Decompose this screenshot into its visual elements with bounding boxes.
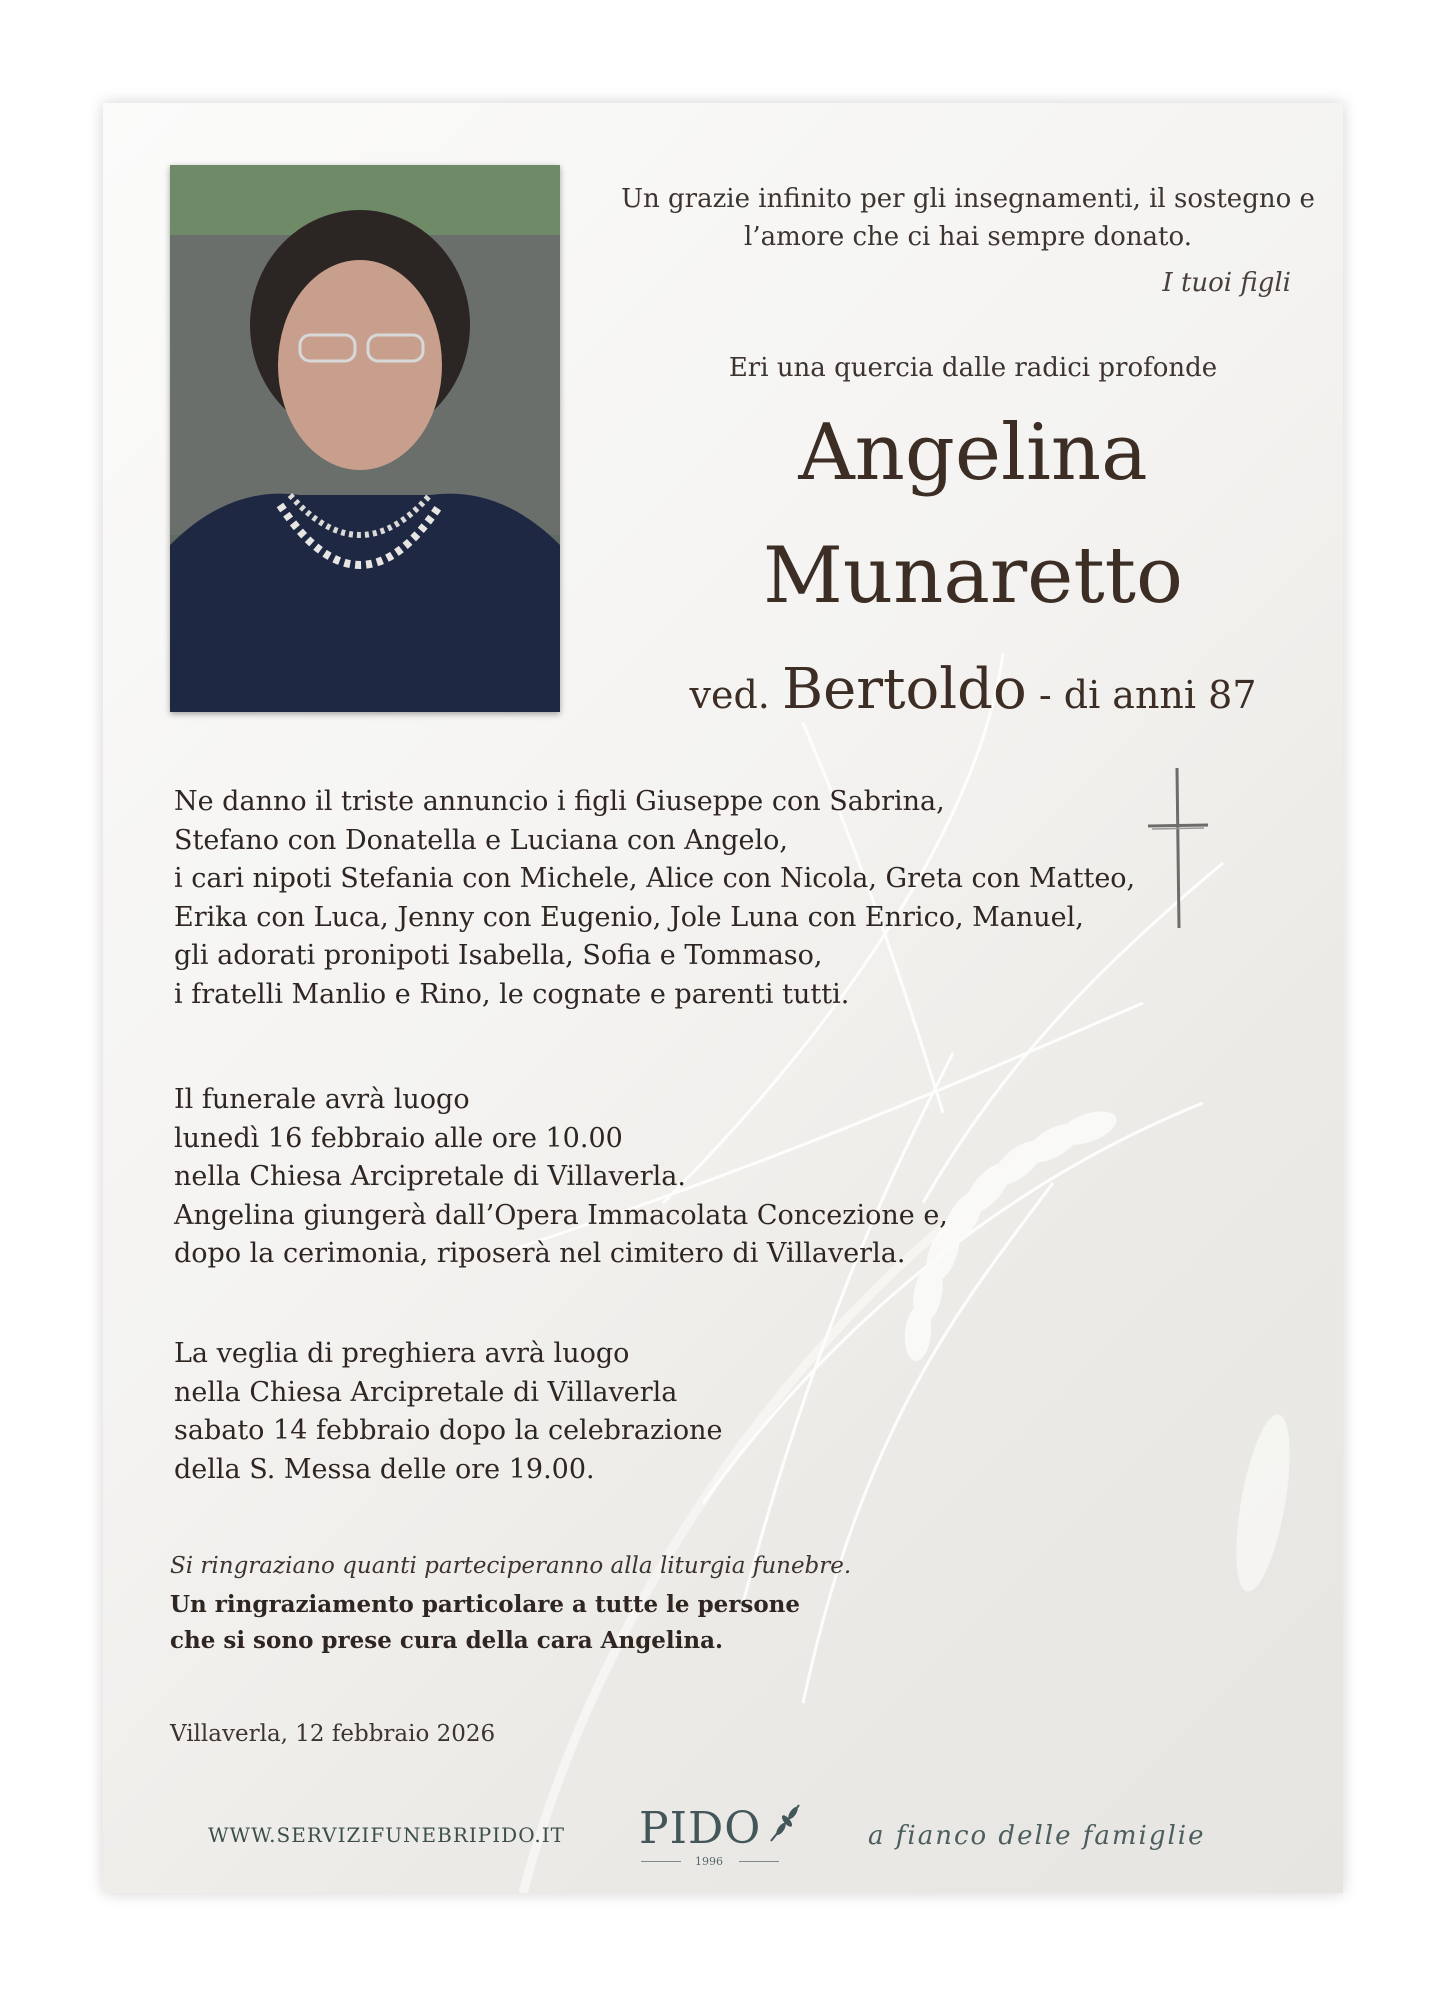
website-link[interactable]: WWW.SERVIZIFUNEBRIPIDO.IT xyxy=(208,1823,566,1847)
age-text: - di anni 87 xyxy=(1038,673,1257,717)
obituary-card xyxy=(103,103,1343,1893)
pido-logo xyxy=(639,1803,809,1868)
thanks-line: che si sono prese cura della cara Angelina. xyxy=(170,1627,724,1654)
logo-text: PIDO xyxy=(639,1803,762,1854)
thanks-italic-line: Si ringraziano quanti parteciperanno alla liturgia funebre. xyxy=(170,1553,852,1579)
dedication-line-2: l’amore che ci hai sempre donato. xyxy=(744,222,1192,252)
funeral-line: dopo la cerimonia, riposerà nel cimitero di Villaverla. xyxy=(174,1238,906,1269)
funeral-line: Il funerale avrà luogo xyxy=(174,1084,470,1115)
logo-year: 1996 xyxy=(695,1855,723,1868)
announcement-line: i cari nipoti Stefania con Michele, Alice con Nicola, Greta con Matteo, xyxy=(174,863,1136,894)
funeral-line: nella Chiesa Arcipretale di Villaverla. xyxy=(174,1161,686,1192)
dedication-text xyxy=(583,180,1343,256)
announcement-paragraph xyxy=(174,783,1135,1014)
vigil-line: La veglia di preghiera avrà luogo xyxy=(174,1338,630,1369)
announcement-line: Ne danno il triste annuncio i figli Giuseppe con Sabrina, xyxy=(174,786,945,817)
funeral-line: lunedì 16 febbraio alle ore 10.00 xyxy=(174,1122,623,1154)
deceased-last-name: Munaretto xyxy=(763,531,1183,621)
announcement-line: Erika con Luca, Jenny con Eugenio, Jole Luna con Enrico, Manuel, xyxy=(174,901,1084,933)
married-name: Bertoldo xyxy=(781,657,1027,722)
logo-rule-right xyxy=(739,1861,779,1862)
married-name-and-age xyxy=(603,657,1343,724)
funeral-line: Angelina giungerà dall’Opera Immacolata Concezione e, xyxy=(174,1199,948,1231)
vigil-paragraph xyxy=(174,1335,722,1489)
announcement-line: gli adorati pronipoti Isabella, Sofia e Tommaso, xyxy=(174,940,823,971)
funeral-paragraph xyxy=(174,1081,948,1274)
portrait-photo xyxy=(170,165,560,712)
dedication-signature: I tuoi figli xyxy=(1162,268,1291,298)
olive-branch-icon xyxy=(767,1803,803,1843)
tagline: a fianco delle famiglie xyxy=(868,1821,1206,1851)
place-and-date: Villaverla, 12 febbraio 2026 xyxy=(170,1721,496,1747)
deceased-first-name: Angelina xyxy=(798,408,1148,498)
thanks-paragraph xyxy=(170,1587,800,1659)
vigil-line: della S. Messa delle ore 19.00. xyxy=(174,1453,595,1485)
name-prefix: ved. xyxy=(689,673,770,717)
cross-icon xyxy=(1148,768,1208,928)
vigil-line: sabato 14 febbraio dopo la celebrazione xyxy=(174,1415,723,1446)
epigraph: Eri una quercia dalle radici profonde xyxy=(728,353,1218,383)
thanks-line: Un ringraziamento particolare a tutte le persone xyxy=(170,1591,801,1618)
announcement-line: Stefano con Donatella e Luciana con Angelo, xyxy=(174,824,788,856)
announcement-line: i fratelli Manlio e Rino, le cognate e parenti tutti. xyxy=(174,978,850,1010)
vigil-line: nella Chiesa Arcipretale di Villaverla xyxy=(174,1376,678,1408)
dedication-line-1: Un grazie infinito per gli insegnamenti, il sostegno e xyxy=(621,184,1315,214)
